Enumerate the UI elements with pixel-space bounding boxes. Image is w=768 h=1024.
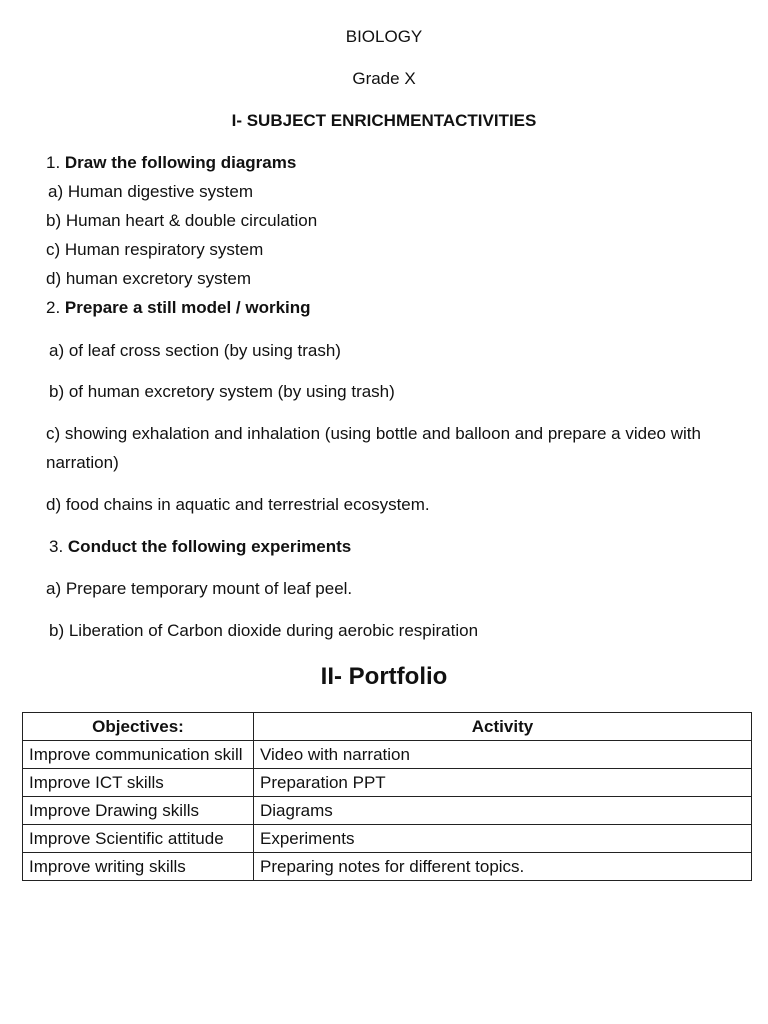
item-1-subitem: b) Human heart & double circulation: [46, 211, 318, 230]
item-1-title: Draw the following diagrams: [64, 153, 297, 172]
item-1-subitem: d) human excretory system: [46, 269, 252, 288]
table-row: [23, 853, 752, 881]
objective-cell: Improve communication skill: [23, 741, 254, 769]
table-row: [23, 797, 752, 825]
table-row: [23, 825, 752, 853]
objective-cell: Improve Scientific attitude: [23, 825, 254, 853]
item-3-subitem: a) Prepare temporary mount of leaf peel.: [46, 579, 353, 598]
activity-cell: Diagrams: [254, 797, 752, 825]
objective-cell: Improve ICT skills: [23, 769, 254, 797]
item-1-subitem: a) Human digestive system: [48, 182, 254, 201]
portfolio-table: [22, 712, 752, 881]
item-1-heading: [46, 154, 296, 171]
table-header-row: [23, 713, 752, 741]
item-1-number: 1.: [46, 153, 65, 172]
item-3-subitem: b) Liberation of Carbon dioxide during aerobic respiration: [49, 621, 479, 640]
item-2-subitem: b) of human excretory system (by using trash): [49, 382, 395, 401]
column-header-objectives: Objectives:: [23, 713, 254, 741]
table-row: [23, 741, 752, 769]
activity-cell: Experiments: [254, 825, 752, 853]
section-title-portfolio: II- Portfolio: [320, 663, 448, 690]
item-2-title: Prepare a still model / working: [64, 298, 311, 317]
grade-heading: Grade X: [352, 69, 416, 88]
item-2-subitem: c) showing exhalation and inhalation (using bottle and balloon and prepare a video with narration): [46, 424, 701, 472]
item-3-heading: [49, 538, 351, 555]
table-row: [23, 769, 752, 797]
activity-cell: Preparing notes for different topics.: [254, 853, 752, 881]
objective-cell: Improve writing skills: [23, 853, 254, 881]
item-3-number: 3.: [49, 537, 68, 556]
objective-cell: Improve Drawing skills: [23, 797, 254, 825]
activity-cell: Video with narration: [254, 741, 752, 769]
section-title-enrichment: I- SUBJECT ENRICHMENTACTIVITIES: [231, 111, 537, 130]
item-2-number: 2.: [46, 298, 65, 317]
item-3-title: Conduct the following experiments: [67, 537, 352, 556]
subject-heading: BIOLOGY: [345, 27, 423, 46]
item-1-subitem: c) Human respiratory system: [46, 240, 264, 259]
activity-cell: Preparation PPT: [254, 769, 752, 797]
column-header-activity: Activity: [254, 713, 752, 741]
item-2-heading: [46, 299, 311, 316]
item-2-subitem: d) food chains in aquatic and terrestrial ecosystem.: [46, 495, 430, 514]
item-2-subitem: a) of leaf cross section (by using trash): [49, 341, 341, 360]
